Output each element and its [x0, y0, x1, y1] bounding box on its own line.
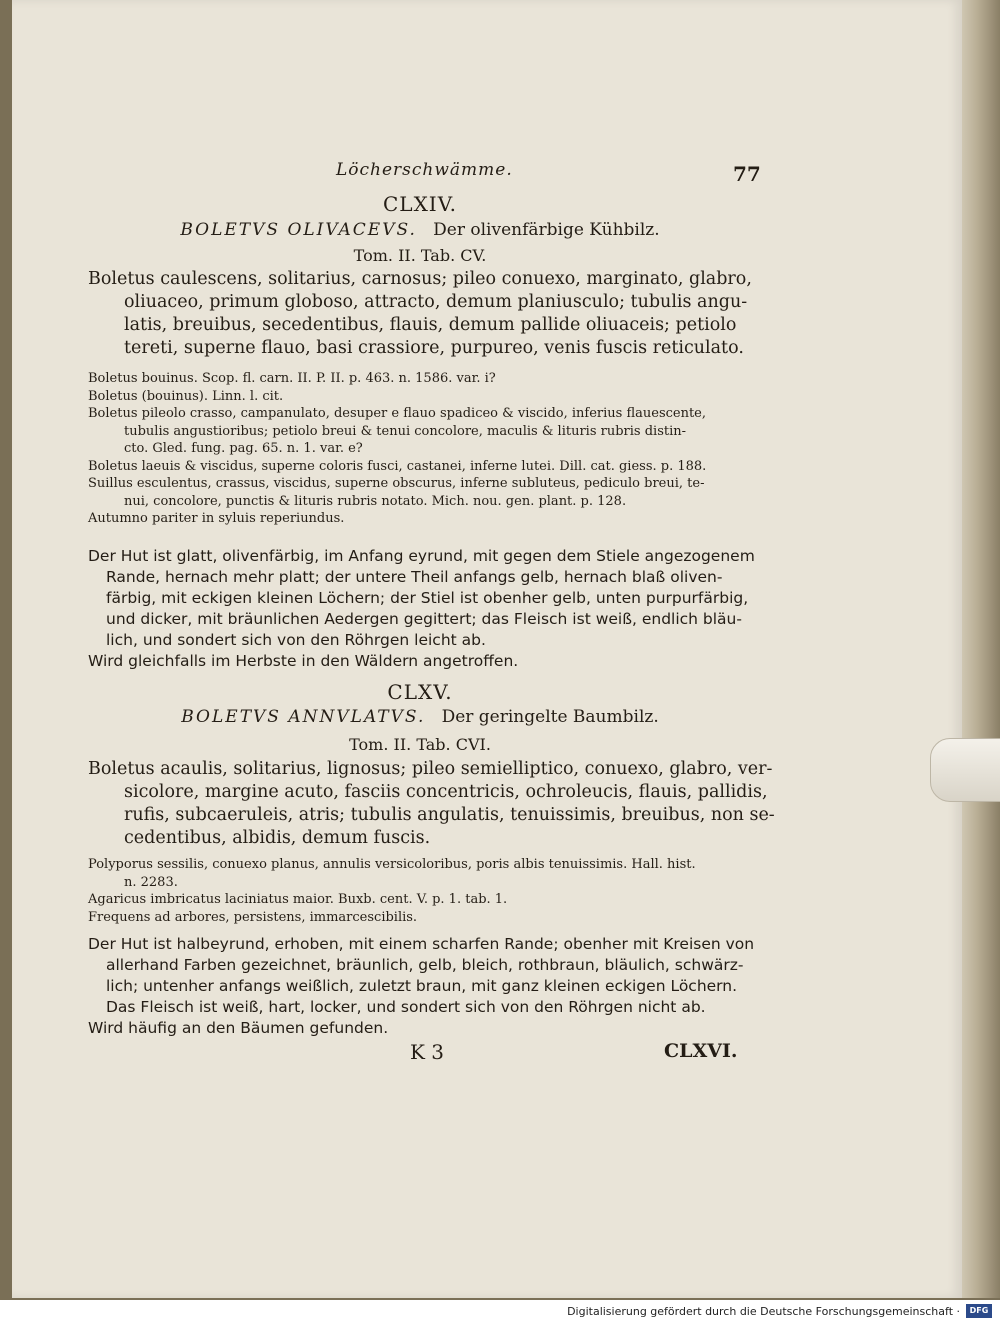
- synonym-item: Boletus laeuis & viscidus, superne coloris fusci, castanei, inferne lutei. Dill. cat. giess. p. 188.: [88, 458, 707, 474]
- dfg-logo: DFG: [966, 1304, 992, 1318]
- description-paragraph: Wird gleichfalls im Herbste in den Wäldern angetroffen.: [88, 652, 519, 670]
- description-paragraph: Der Hut ist halbeyrund, erhoben, mit einem scharfen Rande; obenher mit Kreisen von allerhand Farben gezeichnet, bräunlich, gelb, bleich, rothbraun, bläulich, schwärz- lich; untenher anfangs weißlich, zuletzt braun, mit ganz kleinen eckigen Löchern. Das Fleisch ist weiß, hart, locker, und sondert sich von den Röhrgen nicht ab.: [88, 935, 755, 1016]
- synonym-item: Agaricus imbricatus laciniatus maior. Buxb. cent. V. p. 1. tab. 1.: [88, 892, 508, 907]
- diagnosis-line: Boletus acaulis, solitarius, lignosus; pileo semielliptico, conuexo, glabro, ver-: [88, 759, 773, 779]
- running-head: Löcherschwämme.: [336, 160, 513, 180]
- german-description: [88, 546, 760, 672]
- synonym-item: Boletus bouinus. Scop. fl. carn. II. P. II. p. 463. n. 1586. var. i?: [88, 371, 496, 386]
- page-number: 77: [733, 162, 761, 186]
- diagnosis-line: Boletus caulescens, solitarius, carnosus; pileo conuexo, marginato, glabro,: [88, 269, 752, 289]
- footer-text: Digitalisierung gefördert durch die Deutsche Forschungsgemeinschaft ·: [567, 1305, 960, 1318]
- footer-bar: [0, 1300, 1000, 1323]
- description-paragraph: Wird häufig an den Bäumen gefunden.: [88, 1019, 389, 1037]
- synonym-item: Suillus esculentus, crassus, viscidus, superne obscurus, inferne subluteus, pediculo breui, te- nui, concolore, punctis & lituris rubris notato. Mich. nou. gen. plant. p. 128.: [88, 476, 705, 509]
- latin-name: BOLETVS OLIVACEVS.: [180, 220, 417, 240]
- signature-mark: K 3: [410, 1040, 445, 1064]
- diagnosis-line: latis, breuibus, secedentibus, flauis, demum pallide oliuaceis; petiolo: [124, 315, 737, 335]
- plate-reference: Tom. II. Tab. CVI.: [349, 735, 491, 754]
- diagnosis-line: cedentibus, albidis, demum fuscis.: [124, 828, 431, 848]
- latin-diagnosis: [88, 758, 796, 850]
- description-paragraph: Der Hut ist glatt, olivenfärbig, im Anfang eyrund, mit gegen dem Stiele angezogenem Rande, hernach mehr platt; der untere Theil anfangs gelb, hernach blaß oliven- färbig, mit eckigen kleinen Löchern; der Stiel ist obenher gelb, unten purpurfärbig, und dicker, mit bräunlichen Aedergen gegittert; das Fleisch ist weiß, endlich bläu- lich, und sondert sich von den Röhrgen leicht ab.: [88, 547, 755, 649]
- species-heading: [90, 220, 750, 240]
- diagnosis-line: tereti, superne flauo, basi crassiore, purpureo, venis fuscis reticulato.: [124, 338, 744, 358]
- diagnosis-line: sicolore, margine acuto, fasciis concentricis, ochroleucis, flauis, pallidis,: [124, 782, 768, 802]
- synonym-list: [88, 856, 760, 926]
- synonym-item: Boletus pileolo crasso, campanulato, desuper e flauo spadiceo & viscido, inferius flauescente, tubulis angustioribus; petiolo breui & tenui concolore, maculis & lituris rubris distin- cto. Gled. fung. pag. 65. n. 1. var. e?: [88, 406, 707, 456]
- habitat-note: Frequens ad arbores, persistens, immarcescibilis.: [88, 909, 418, 925]
- latin-name: BOLETVS ANNVLATVS.: [181, 707, 426, 727]
- plate-reference: Tom. II. Tab. CV.: [353, 246, 487, 265]
- diagnosis-line: rufis, subcaeruleis, atris; tubulis angulatis, tenuissimis, breuibus, non se-: [124, 805, 775, 825]
- synonym-list: [88, 370, 760, 528]
- german-name: Der geringelte Baumbilz.: [441, 707, 659, 727]
- latin-diagnosis: [88, 268, 796, 360]
- catchword: CLXVI.: [664, 1040, 738, 1062]
- species-heading: [90, 707, 750, 727]
- synonym-item: Polyporus sessilis, conuexo planus, annulis versicoloribus, poris albis tenuissimis. Hall. hist. n. 2283.: [88, 857, 696, 890]
- habitat-note: Autumno pariter in syluis reperiundus.: [88, 511, 345, 526]
- diagnosis-line: oliuaceo, primum globoso, attracto, demum planiusculo; tubulis angu-: [124, 292, 748, 312]
- german-name: Der olivenfärbige Kühbilz.: [433, 220, 660, 240]
- entry-number: CLXIV.: [382, 192, 458, 216]
- entry-number: CLXV.: [387, 680, 453, 704]
- synonym-item: Boletus (bouinus). Linn. l. cit.: [88, 388, 284, 404]
- german-description: [88, 934, 760, 1039]
